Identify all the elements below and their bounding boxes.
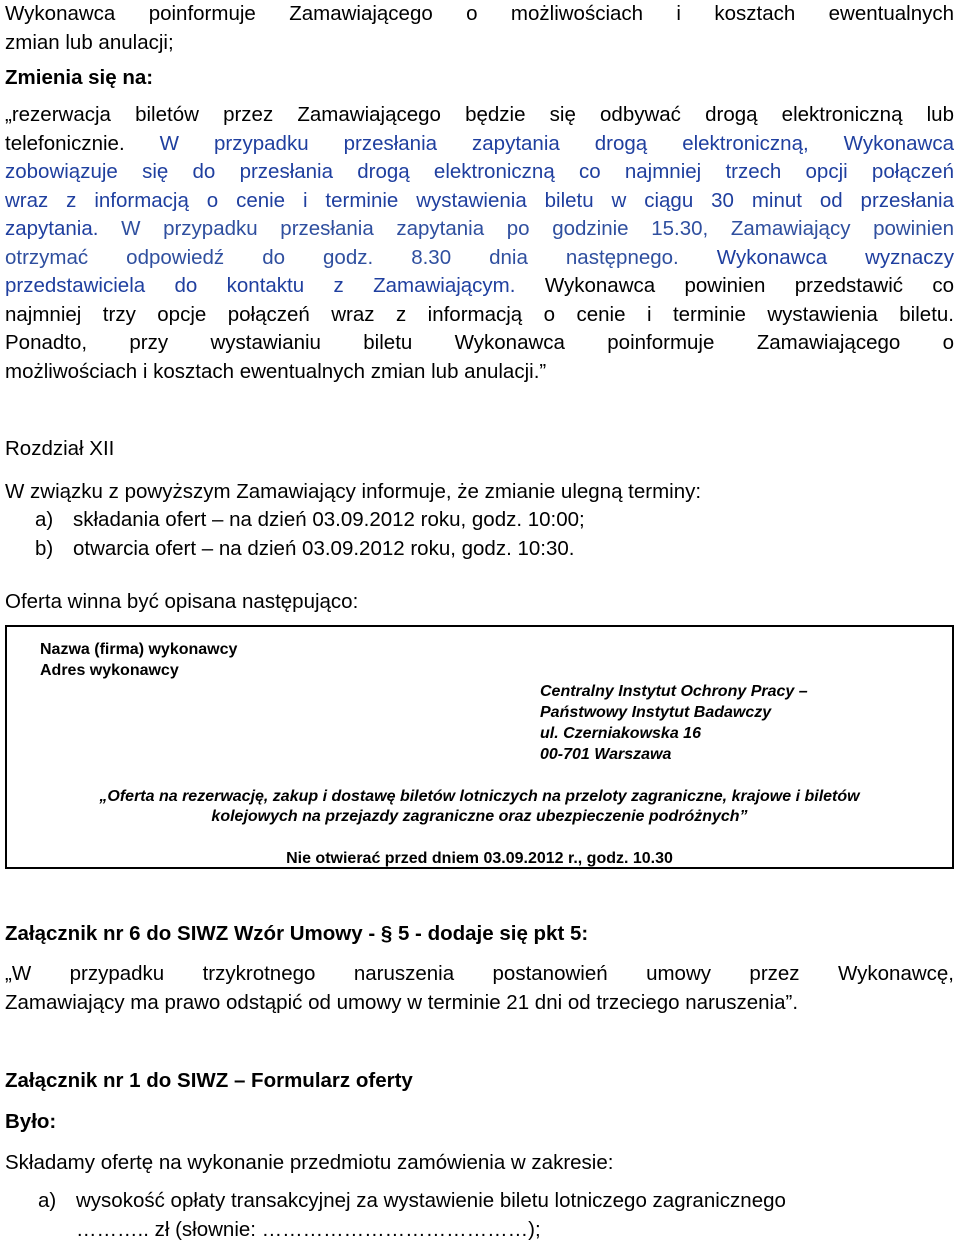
envelope-box bbox=[5, 625, 954, 869]
offer-subject: „Oferta na rezerwację, zakup i dostawę biletów lotniczych na przeloty zagraniczne, krajowe i biletów bbox=[7, 788, 952, 806]
list-item: a) wysokość opłaty transakcyjnej za wystawienie biletu lotniczego zagranicznego bbox=[38, 1187, 954, 1216]
was-label: Było: bbox=[5, 1108, 954, 1137]
text-line: przedstawiciela do kontaktu z Zamawiającym. Wykonawca powinien przedstawić co bbox=[5, 272, 954, 301]
text-line: otrzymać odpowiedź do godz. 8.30 dnia następnego. Wykonawca wyznaczy bbox=[5, 244, 954, 273]
sender-name: Nazwa (firma) wykonawcy bbox=[40, 641, 237, 659]
offer-intro: Składamy ofertę na wykonanie przedmiotu zamówienia w zakresie: bbox=[5, 1149, 954, 1178]
replacement-paragraph bbox=[5, 101, 954, 386]
list-item: a) składania ofert – na dzień 03.09.2012 roku, godz. 10:00; bbox=[35, 506, 954, 535]
annex6-heading: Załącznik nr 6 do SIWZ Wzór Umowy - § 5 - dodaje się pkt 5: bbox=[5, 920, 954, 949]
deadline-list bbox=[35, 506, 954, 563]
text-line: „rezerwacja biletów przez Zamawiającego będzie się odbywać drogą elektroniczną lub bbox=[5, 101, 954, 130]
do-not-open-notice: Nie otwierać przed dniem 03.09.2012 r., godz. 10.30 bbox=[7, 850, 952, 868]
text-line: Ponadto, przy wystawianiu biletu Wykonawca poinformuje Zamawiającego o bbox=[5, 329, 954, 358]
list-item: b) otwarcia ofert – na dzień 03.09.2012 roku, godz. 10:30. bbox=[35, 535, 954, 564]
annex1-heading: Załącznik nr 1 do SIWZ – Formularz oferty bbox=[5, 1067, 954, 1096]
sender-address: Adres wykonawcy bbox=[40, 662, 179, 680]
text-line: zobowiązuje się do przesłania drogą elektroniczną co najmniej trzech opcji połączeń bbox=[5, 158, 954, 187]
offer-subject: kolejowych na przejazdy zagraniczne oraz ubezpieczenie podróżnych” bbox=[7, 808, 952, 826]
text-line: telefonicznie. W przypadku przesłania zapytania drogą elektroniczną, Wykonawca bbox=[5, 130, 954, 159]
recipient-line: Centralny Instytut Ochrony Pracy – bbox=[540, 683, 808, 701]
text-line: Wykonawca poinformuje Zamawiającego o możliwościach i kosztach ewentualnych bbox=[5, 0, 954, 29]
list-item-continued: ……….. zł (słownie: …………………………………); bbox=[38, 1216, 954, 1244]
recipient-line: 00-701 Warszawa bbox=[540, 746, 671, 764]
chapter-intro: W związku z powyższym Zamawiający informuje, że zmianie ulegną terminy: bbox=[5, 478, 954, 507]
text-line: zapytania. W przypadku przesłania zapytania po godzinie 15.30, Zamawiający powinien bbox=[5, 215, 954, 244]
recipient-line: Państwowy Instytut Badawczy bbox=[540, 704, 771, 722]
text-line: możliwościach i kosztach ewentualnych zmian lub anulacji.” bbox=[5, 358, 954, 387]
recipient-line: ul. Czerniakowska 16 bbox=[540, 725, 701, 743]
text-line: zmian lub anulacji; bbox=[5, 29, 954, 58]
chapter-title: Rozdział XII bbox=[5, 435, 954, 464]
offer-label: Oferta winna być opisana następująco: bbox=[5, 588, 954, 617]
text-line: najmniej trzy opcje połączeń wraz z informacją o cenie i terminie wystawienia biletu. bbox=[5, 301, 954, 330]
change-heading: Zmienia się na: bbox=[5, 64, 954, 93]
top-paragraph bbox=[5, 0, 954, 57]
annex6-text bbox=[5, 960, 954, 1017]
offer-item-a bbox=[38, 1187, 954, 1244]
text-line: Zamawiający ma prawo odstąpić od umowy w terminie 21 dni od trzeciego naruszenia”. bbox=[5, 989, 954, 1018]
text-line: wraz z informacją o cenie i terminie wystawienia biletu w ciągu 30 minut od przesłania bbox=[5, 187, 954, 216]
text-line: „W przypadku trzykrotnego naruszenia postanowień umowy przez Wykonawcę, bbox=[5, 960, 954, 989]
